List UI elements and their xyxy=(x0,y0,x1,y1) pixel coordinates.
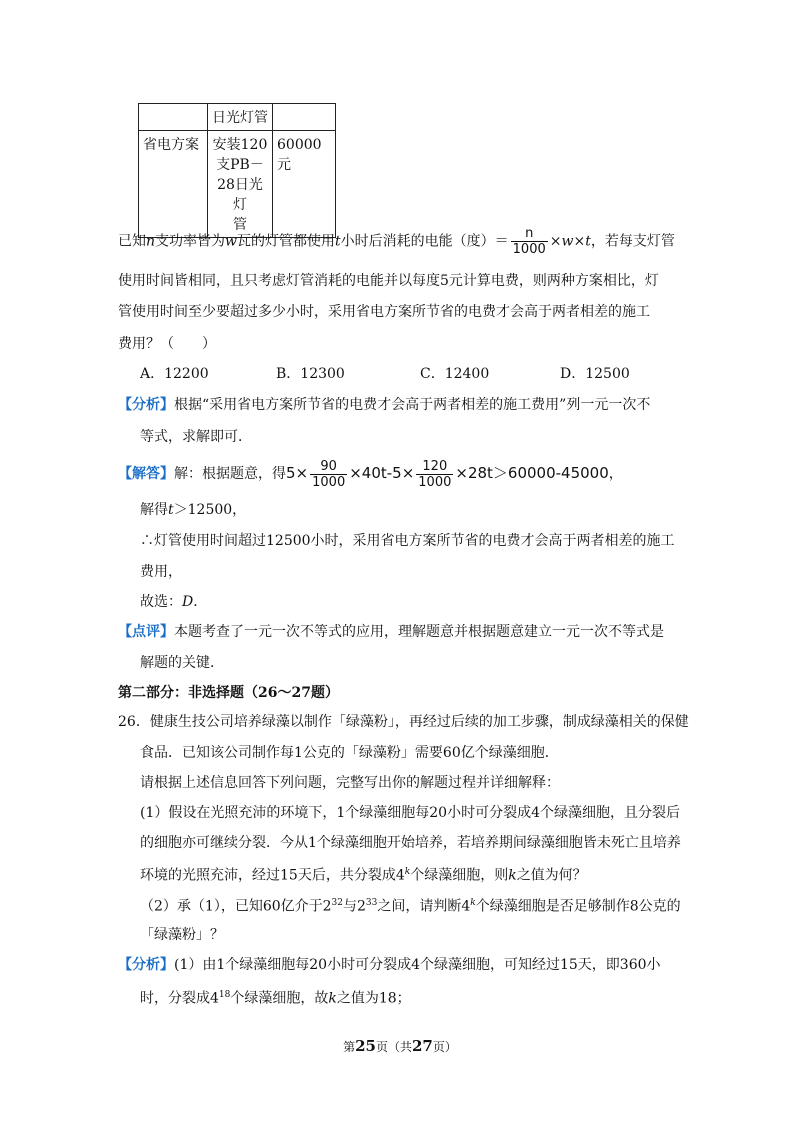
solution-line: 解得t＞12500， xyxy=(140,502,247,518)
analysis-paragraph: 【分析】(1）由1个绿藻细胞每20小时可分裂成4个绿藻细胞，可知经过15天，即360小 xyxy=(118,957,661,973)
table-cell xyxy=(139,104,208,131)
q26-line: 食品．已知该公司制作每1公克的「绿藻粉」需要60亿个绿藻细胞． xyxy=(140,745,559,761)
fraction: $\frac{90}{1000}$ xyxy=(312,458,346,490)
solution-tag: 【解答】 xyxy=(118,466,174,482)
cell-line: 管 xyxy=(233,217,247,233)
table-row xyxy=(139,131,336,238)
comment-paragraph: 【点评】本题考查了一元一次不等式的应用，理解题意并根据题意建立一元一次不等式是 xyxy=(118,624,664,640)
solution-line: ∴灯管使用时间超过12500小时，采用省电方案所节省的电费才会高于两者相差的施工 xyxy=(140,533,675,549)
total-pages: 27 xyxy=(412,1037,433,1055)
q26-line: 「绿藻粉」？ xyxy=(140,927,224,943)
option-c: C．12400 xyxy=(420,366,490,382)
question-line: 使用时间皆相同，且只考虑灯管消耗的电能并以每度5元计算电费，则两种方案相比，灯 xyxy=(118,273,659,289)
option-a: A．12200 xyxy=(140,366,209,382)
comment-line: 解题的关键． xyxy=(140,655,224,671)
q26-line: 的细胞亦可继续分裂．今从1个绿藻细胞开始培养，若培养期间绿藻细胞皆未死亡且培养 xyxy=(140,835,681,851)
q26-line: (1）假设在光照充沛的环境下，1个绿藻细胞每20小时可分裂成4个绿藻细胞，且分裂后 xyxy=(140,805,680,821)
analysis-tag: 【分析】 xyxy=(118,397,174,413)
comment-tag: 【点评】 xyxy=(118,624,174,640)
analysis-tag: 【分析】 xyxy=(118,957,174,973)
cell-line: 支PB－ xyxy=(216,157,264,173)
analysis-line: 时，分裂成$4^{18}$个绿藻细胞，故k之值为18； xyxy=(140,990,411,1007)
option-d: D．12500 xyxy=(560,366,630,382)
question-line: 费用？（ ） xyxy=(118,336,216,352)
cell-line: 安装120 xyxy=(212,137,268,153)
q26-line: 26．健康生技公司培养绿藻以制作「绿藻粉」，再经过后续的加工步骤，制成绿藻相关的保健 xyxy=(118,714,689,730)
table-cell xyxy=(208,131,273,238)
plan-table xyxy=(138,103,336,238)
solution-line: 费用， xyxy=(140,564,182,580)
option-b: B．12300 xyxy=(276,366,345,382)
question-line: 已知n支功率皆为w瓦的灯管都使用t小时后消耗的电能（度）＝ $\frac{n}{1000}$ ×w×t，若每支灯管 xyxy=(118,226,675,257)
table-row xyxy=(139,104,336,131)
page-footer: 第25页（共27页） xyxy=(343,1037,457,1055)
page-number: 25 xyxy=(355,1037,376,1055)
section-heading: 第二部分：非选择题（26～27题） xyxy=(118,685,339,701)
cell-line: 28日光灯 xyxy=(217,177,263,213)
fraction: $\frac{n}{1000}$ xyxy=(512,226,546,257)
solution-line: 故选：D． xyxy=(140,594,208,610)
table-cell: 省电方案 xyxy=(139,131,208,238)
table-cell: 日光灯管 xyxy=(208,104,273,131)
analysis-paragraph: 【分析】根据“采用省电方案所节省的电费才会高于两者相差的施工费用”列一元一次不 xyxy=(118,397,651,413)
q26-line: （2）承（1），已知60亿介于$2^{32}$与$2^{33}$之间，请判断4$^k$个绿藻细胞是否足够制作8公克的 xyxy=(140,898,681,915)
analysis-line: 等式，求解即可． xyxy=(140,429,252,445)
table-cell: 60000元 xyxy=(273,131,336,238)
q26-line: 请根据上述信息回答下列问题，完整写出你的解题过程并详细解释： xyxy=(140,775,560,791)
q26-line: 环境的光照充沛，经过15天后，共分裂成4$^k$个绿藻细胞，则k之值为何？ xyxy=(140,867,587,884)
table-cell xyxy=(273,104,336,131)
solution-line: 【解答】解：根据题意，得5× $\frac{90}{1000}$ ×40t-5× $\frac{120}{1000}$ ×28t＞60000-45000， xyxy=(118,458,623,490)
question-line: 管使用时间至少要超过多少小时，采用省电方案所节省的电费才会高于两者相差的施工 xyxy=(118,304,650,320)
fraction: $\frac{120}{1000}$ xyxy=(418,458,452,490)
